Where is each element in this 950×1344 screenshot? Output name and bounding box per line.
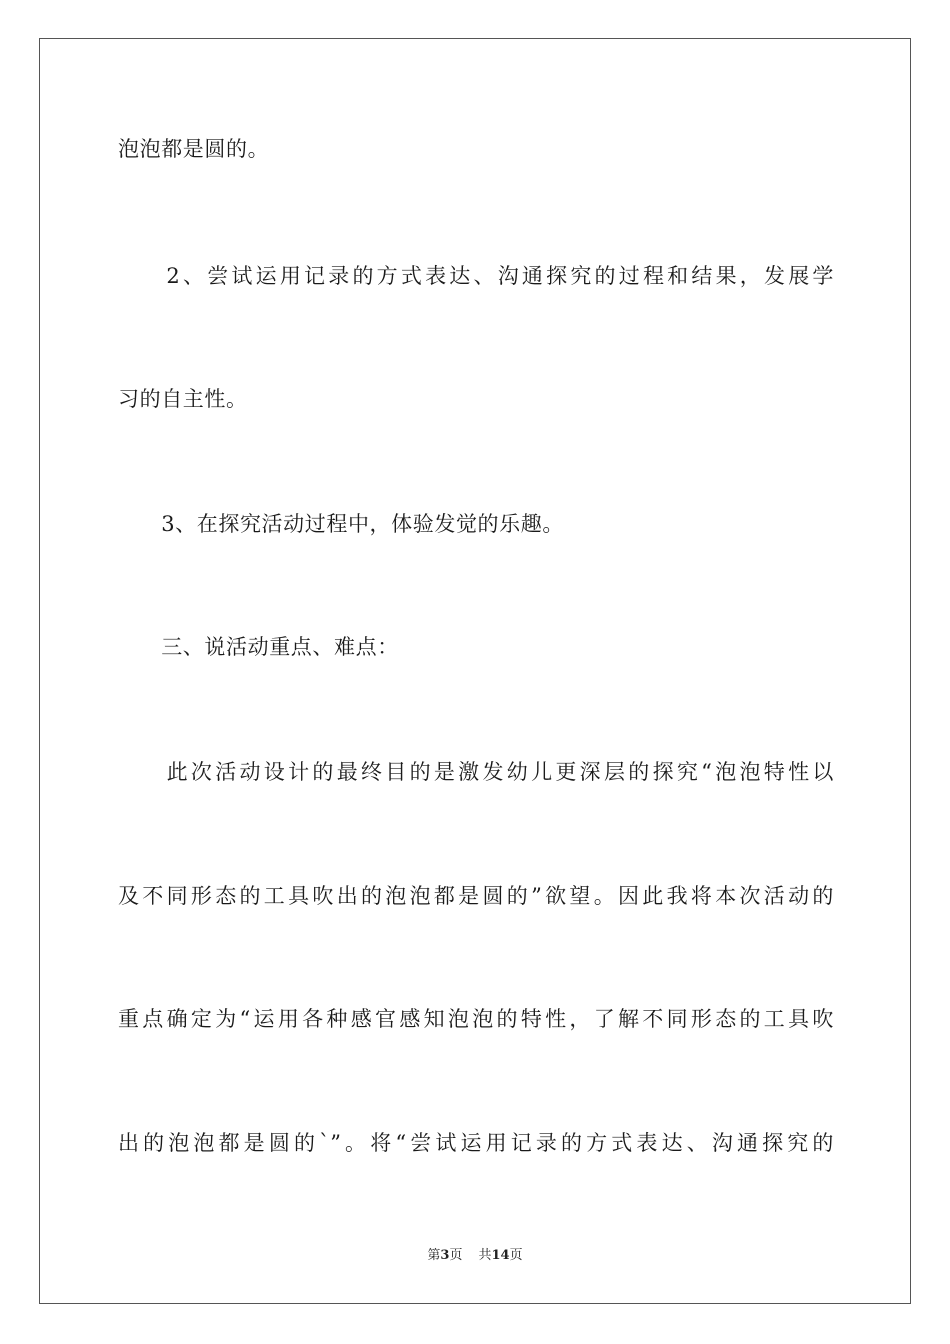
- page-prefix: 第: [427, 1248, 441, 1263]
- text-line-2: 2、尝试运用记录的方式表达、沟通探究的过程和结果，发展学: [118, 264, 834, 288]
- page-number: 3: [440, 1248, 450, 1263]
- page-border: [39, 38, 911, 1304]
- page-suffix: 页: [449, 1248, 463, 1263]
- text-line-9: 出的泡泡都是圆的`”。将“尝试运用记录的方式表达、沟通探究的: [118, 1131, 834, 1155]
- text-line-7: 及不同形态的工具吹出的泡泡都是圆的”欲望。因此我将本次活动的: [118, 884, 834, 908]
- text-line-3: 习的自主性。: [118, 387, 248, 411]
- total-suffix: 页: [509, 1248, 523, 1263]
- text-line-6: 此次活动设计的最终目的是激发幼儿更深层的探究“泡泡特性以: [118, 760, 834, 784]
- page-footer: [0, 1246, 950, 1266]
- text-line-5: 三、说活动重点、难点：: [118, 635, 399, 659]
- text-line-8: 重点确定为“运用各种感官感知泡泡的特性，了解不同形态的工具吹: [118, 1007, 834, 1031]
- total-prefix: 共: [478, 1248, 492, 1263]
- total-pages: 14: [491, 1248, 510, 1263]
- text-line-4: 3、在探究活动过程中，体验发觉的乐趣。: [118, 512, 564, 536]
- text-line-1: 泡泡都是圆的。: [118, 137, 270, 161]
